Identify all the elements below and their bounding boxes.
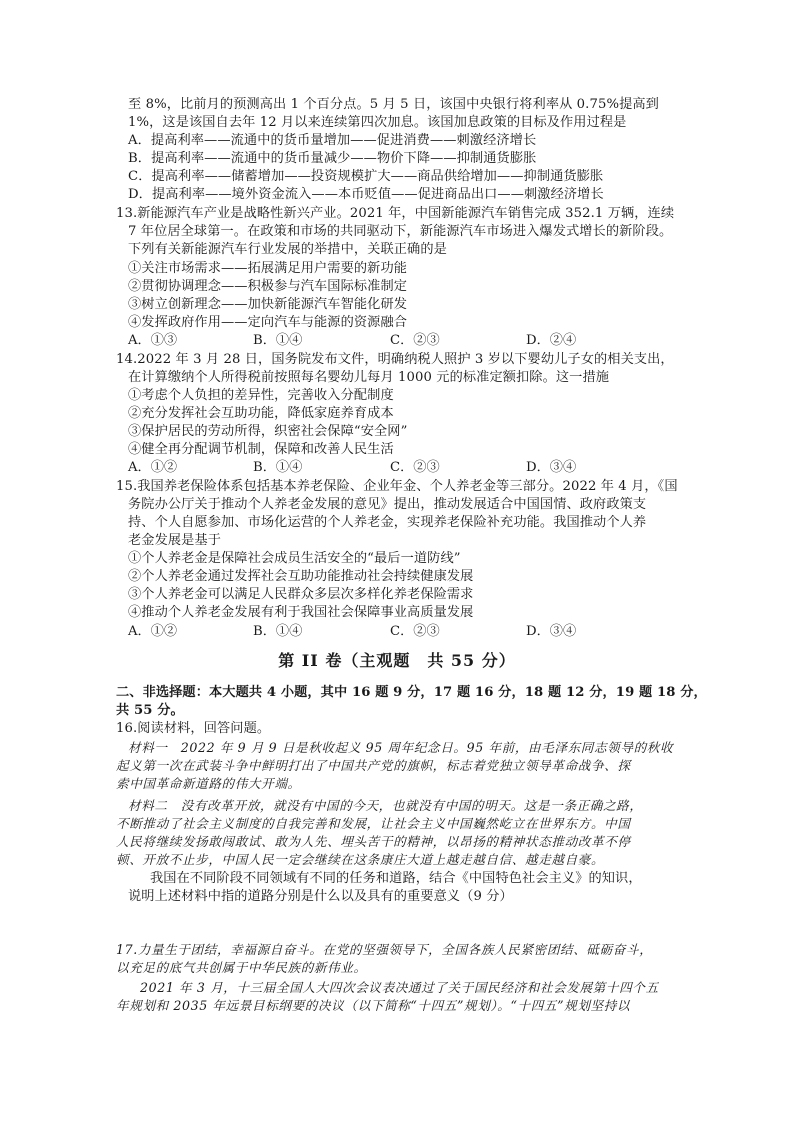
section-title: 第 II 卷（主观题 共 55 分） <box>278 651 516 670</box>
q12-stem-line2: 1%，这是该国自去年 12 月以来连续第四次加息。该国加息政策的目标及作用过程是 <box>128 115 627 130</box>
q14-stem-line1: 14.2022 年 3 月 28 日，国务院发布文件，明确纳税人照护 3 岁以下婴幼儿子女的相关支出， <box>116 352 674 367</box>
q13-statement-4: ④发挥政府作用——定向汽车与能源的资源融合 <box>128 315 408 330</box>
q13-option-a: A．①③ <box>128 333 178 348</box>
q16-material2-line1: 材料二 没有改革开放，就没有中国的今天，也就没有中国的明天。这是一条正确之路， <box>128 798 643 813</box>
q14-option-b: B．①④ <box>253 460 303 475</box>
q13-option-d: D．②④ <box>526 333 577 348</box>
q16-title: 16.阅读材料，回答问题。 <box>116 721 271 736</box>
q16-material2-line3: 人民将继续发扬敢闯敢试、敢为人先、埋头苦干的精神，以昂扬的精神状态推动改革不停 <box>116 834 631 849</box>
q12-stem-line1: 至 8%，比前月的预测高出 1 个百分点。5 月 5 日，该国中央银行将利率从 0.75%提高到 <box>128 97 659 112</box>
q16-question-line1: 我国在不同阶段不同领域有不同的任务和道路，结合《中国特色社会主义》的知识， <box>150 871 642 886</box>
q15-option-a: A．①② <box>128 624 178 639</box>
section-heading-line2: 共 55 分。 <box>116 703 184 718</box>
q15-stem-line2: 务院办公厅关于推动个人养老金发展的意见》提出，推动发展适合中国国情、政府政策支 <box>128 497 647 512</box>
q15-statement-4: ④推动个人养老金发展有利于我国社会保障事业高质量发展 <box>128 605 474 620</box>
q15-stem-line1: 15.我国养老保险体系包括基本养老保险、企业年金、个人养老金等三部分。2022 年 4 月，《国 <box>116 479 678 494</box>
q15-option-b: B．①④ <box>253 624 303 639</box>
q16-material1-line3: 索中国革命新道路的伟大开端。 <box>116 776 301 791</box>
q14-stem-line2: 在计算缴纳个人所得税前按照每名婴幼儿每月 1000 元的标准定额扣除。这一措施 <box>128 370 610 385</box>
q15-stem-line3: 持、个人自愿参加、市场化运营的个人养老金，实现养老保险补充功能。我国推动个人养 <box>128 515 647 530</box>
q12-option-b: B．提高利率——流通中的货币量减少——物价下降——抑制通货膨胀 <box>128 151 537 166</box>
q14-statement-2: ②充分发挥社会互助功能，降低家庭养育成本 <box>128 406 394 421</box>
q13-statement-2: ②贯彻协调理念——积极参与汽车国际标准制定 <box>128 279 408 294</box>
q14-statement-4: ④健全再分配调节机制，保障和改善人民生活 <box>128 442 394 457</box>
q14-statement-1: ①考虑个人负担的差异性，完善收入分配制度 <box>128 388 394 403</box>
q14-option-c: C．②③ <box>390 460 440 475</box>
q12-option-c: C．提高利率——储蓄增加——投资规模扩大——商品供给增加——抑制通货膨胀 <box>128 169 604 184</box>
q15-option-c: C．②③ <box>390 624 440 639</box>
q17-stem-line4: 年规划和 2035 年远景目标纲要的决议（以下简称“十四五”规划）。“十四五”规划坚持以 <box>116 998 631 1013</box>
q14-option-a: A．①② <box>128 460 178 475</box>
q13-option-b: B．①④ <box>253 333 303 348</box>
q13-statement-3: ③树立创新理念——加快新能源汽车智能化研发 <box>128 297 408 312</box>
q15-statement-3: ③个人养老金可以满足人民群众多层次多样化养老保险需求 <box>128 587 474 602</box>
q13-stem-line3: 下列有关新能源汽车行业发展的举措中，关联正确的是 <box>128 242 447 257</box>
q14-option-d: D．③④ <box>526 460 577 475</box>
q13-option-c: C．②③ <box>390 333 440 348</box>
q12-option-d: D．提高利率——境外资金流入——本币贬值——促进商品出口——刺激经济增长 <box>128 187 604 202</box>
q17-stem-line1: 17.力量生于团结，幸福源自奋斗。在党的坚强领导下，全国各族人民紧密团结、砥砺奋斗， <box>116 942 653 957</box>
q15-statement-2: ②个人养老金通过发挥社会互助功能推动社会持续健康发展 <box>128 569 474 584</box>
q17-stem-line3: 2021 年 3 月，十三届全国人大四次会议表决通过了关于国民经济和社会发展第十四个五 <box>140 980 659 995</box>
q12-option-a: A．提高利率——流通中的货币量增加——促进消费——刺激经济增长 <box>128 133 537 148</box>
q14-statement-3: ③保护居民的劳动所得，织密社会保障“安全网” <box>128 424 408 439</box>
q16-material2-line4: 顿、开放不止步，中国人民一定会继续在这条康庄大道上越走越自信、越走越自豪。 <box>116 852 605 867</box>
q15-statement-1: ①个人养老金是保障社会成员生活安全的“最后一道防线” <box>128 551 461 566</box>
q13-stem-line2: 7 年位居全球第一。在政策和市场的共同驱动下，新能源汽车市场进入爆发式增长的新阶段。 <box>128 224 673 239</box>
q17-stem-line2: 以充足的底气共创属于中华民族的新伟业。 <box>116 960 367 975</box>
q16-material2-line2: 不断推动了社会主义制度的自我完善和发展，让社会主义中国巍然屹立在世界东方。中国 <box>116 816 631 831</box>
q13-statement-1: ①关注市场需求——拓展满足用户需要的新功能 <box>128 261 408 276</box>
q15-option-d: D．③④ <box>526 624 577 639</box>
section-heading-line1: 二、非选择题：本大题共 4 小题，其中 16 题 9 分，17 题 16 分，18 题 12 分，19 题 18 分， <box>116 685 707 700</box>
q16-question-line2: 说明上述材料中指的道路分别是什么以及具有的重要意义（9 分） <box>128 889 513 904</box>
q16-material1-line1: 材料一 2022 年 9 月 9 日是秋收起义 95 周年纪念日。95 年前，由毛泽东同志领导的秋收 <box>128 740 674 755</box>
q16-material1-line2: 起义第一次在武装斗争中鲜明打出了中国共产党的旗帜，标志着党独立领导革命战争、探 <box>116 758 631 773</box>
q13-stem-line1: 13.新能源汽车产业是战略性新兴产业。2021 年，中国新能源汽车销售完成 352.1 万辆，连续 <box>116 206 675 221</box>
q15-stem-line4: 老金发展是基于 <box>128 533 222 548</box>
